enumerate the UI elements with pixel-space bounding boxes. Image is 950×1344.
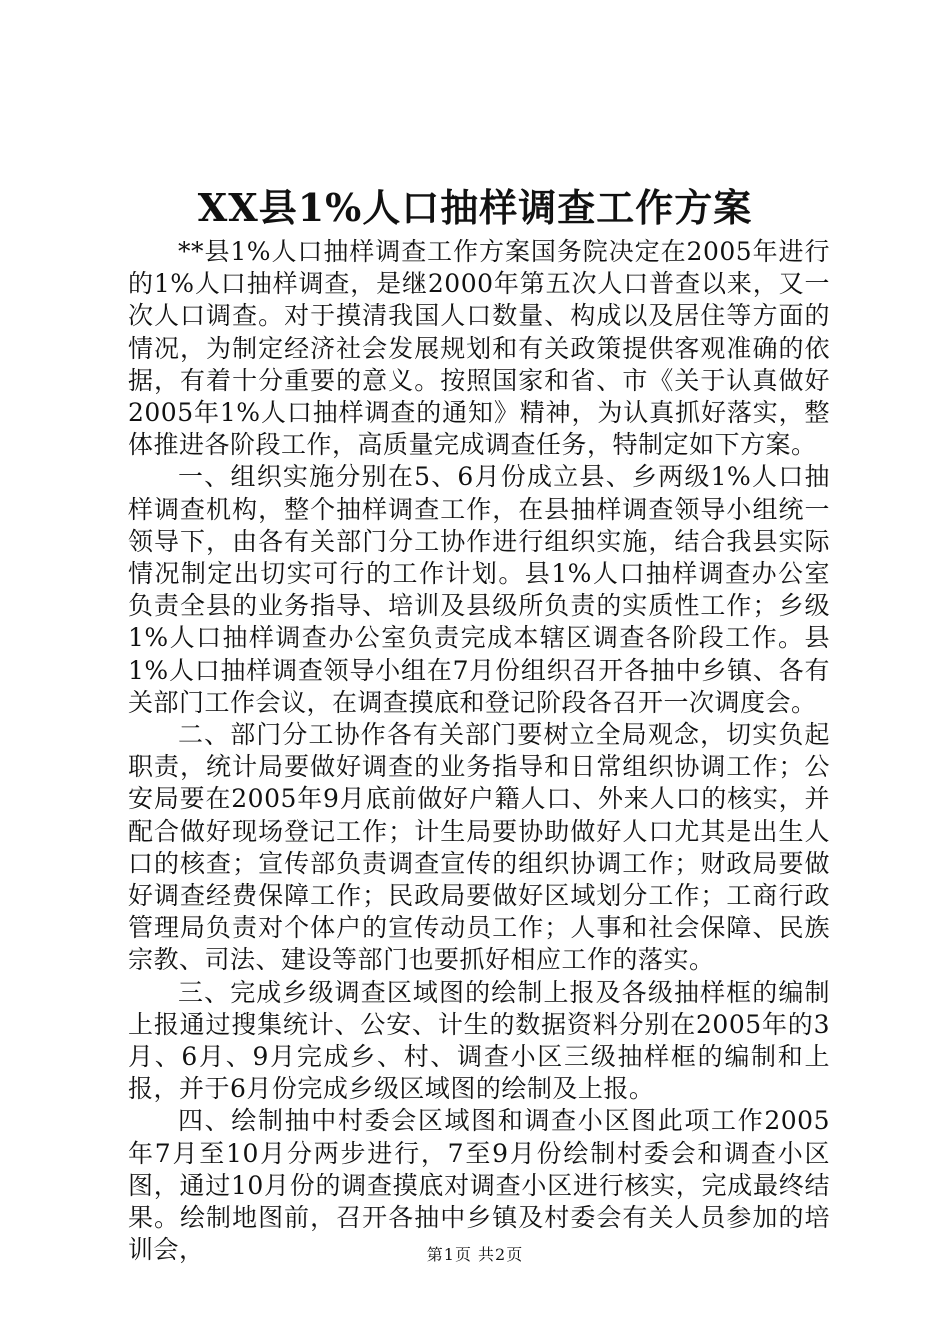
paragraph-section-1: 一、组织实施分别在5、6月份成立县、乡两级1%人口抽样调查机构，整个抽样调查工作，在县抽样调查领导小组统一领导下，由各有关部门分工协作进行组织实施，结合我县实际情况制定出切实可行的工作计划。县1%人口抽样调查办公室负责全县的业务指导、培训及县级所负责的实质性工作；乡级1%人口抽样调查办公室负责完成本辖区调查各阶段工作。县1%人口抽样调查领导小组在7月份组织召开各抽中乡镇、各有关部门工作会议，在调查摸底和登记阶段各召开一次调度会。 [128, 462, 830, 717]
page-number-footer: 第1页 共2页 [426, 1245, 524, 1264]
paragraph-intro: **县1%人口抽样调查工作方案国务院决定在2005年进行的1%人口抽样调查，是继2000年第五次人口普查以来，又一次人口调查。对于摸清我国人口数量、构成以及居住等方面的情况，为制定经济社会发展规划和有关政策提供客观准确的依据，有着十分重要的意义。按照国家和省、市《关于认真做好2005年1%人口抽样调查的通知》精神，为认真抓好落实，整体推进各阶段工作，高质量完成调查任务，特制定如下方案。 [128, 237, 830, 460]
document-body [128, 236, 830, 1267]
paragraph-section-3: 三、完成乡级调查区域图的绘制上报及各级抽样框的编制上报通过搜集统计、公安、计生的数据资料分别在2005年的3月、6月、9月完成乡、村、调查小区三级抽样框的编制和上报，并于6月份完成乡级区域图的绘制及上报。 [128, 977, 830, 1104]
paragraph-section-4: 四、绘制抽中村委会区域图和调查小区图此项工作2005年7月至10月分两步进行，7至9月份绘制村委会和调查小区图，通过10月份的调查摸底对调查小区进行核实，完成最终结果。绘制地图前，召开各抽中乡镇及村委会有关人员参加的培训会， [128, 1106, 830, 1265]
paragraph-section-2: 二、部门分工协作各有关部门要树立全局观念，切实负起职责，统计局要做好调查的业务指导和日常组织协调工作；公安局要在2005年9月底前做好户籍人口、外来人口的核实，并配合做好现场登记工作；计生局要协助做好人口尤其是出生人口的核查；宣传部负责调查宣传的组织协调工作；财政局要做好调查经费保障工作；民政局要做好区域划分工作；工商行政管理局负责对个体户的宣传动员工作；人事和社会保障、民族宗教、司法、建设等部门也要抓好相应工作的落实。 [128, 720, 830, 975]
document-title: XX县1%人口抽样调查工作方案 [197, 185, 753, 230]
